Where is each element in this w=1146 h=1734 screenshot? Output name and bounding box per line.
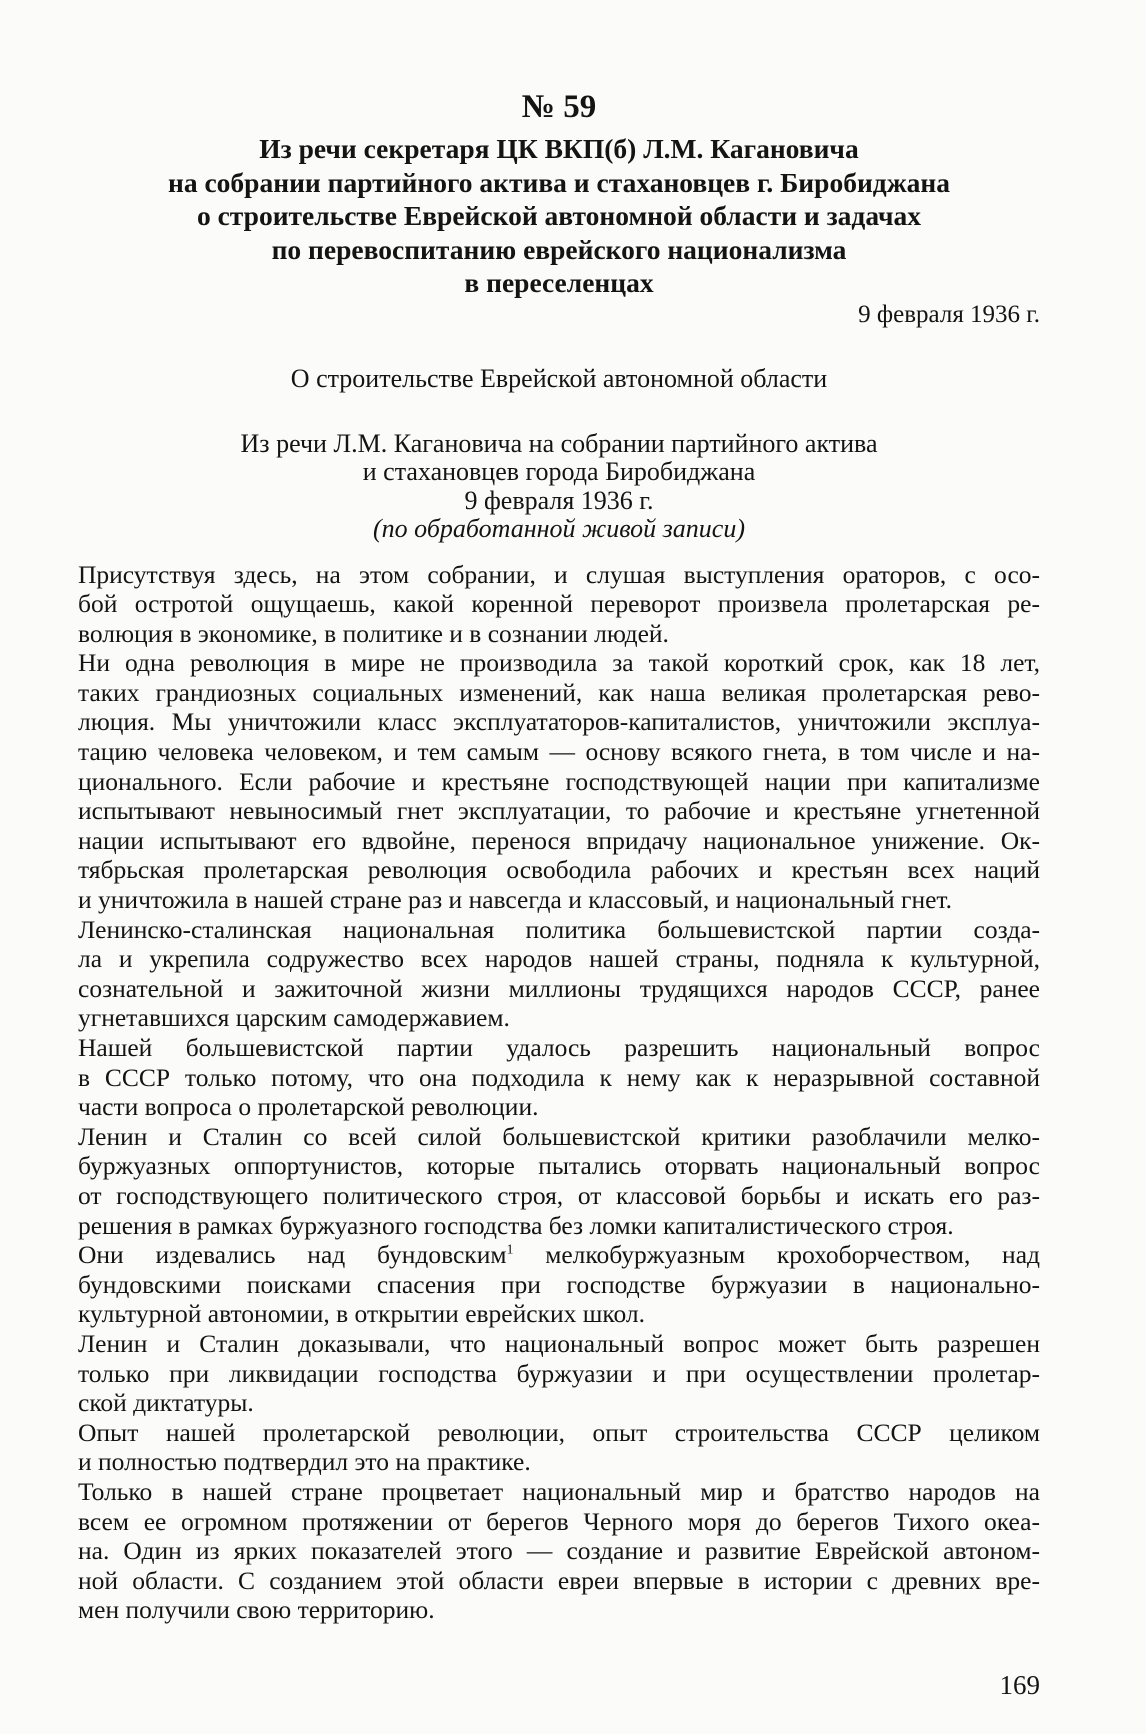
paragraph-line: тябрьская пролетарская революция освободила рабочих и крестьян всех наций xyxy=(78,855,1040,885)
paragraph-line: ла и укрепила содружество всех народов нашей страны, подняла к культурной, xyxy=(78,944,1040,974)
paragraph-line: решения в рамках буржуазного господства без ломки капиталистического строя. xyxy=(78,1210,954,1240)
section-title: О строительстве Еврейской автономной области xyxy=(290,363,828,393)
document-title xyxy=(78,132,1040,300)
paragraph-line: волюция в экономике, в политике и в сознании людей. xyxy=(78,618,669,648)
paragraph xyxy=(78,1329,1040,1418)
paragraph-line: Ленинско-сталинская национальная политика большевистской партии созда- xyxy=(78,914,1040,944)
paragraph-line: Нашей большевистской партии удалось разрешить национальный вопрос xyxy=(78,1033,1040,1062)
paragraph xyxy=(78,648,1040,914)
title-line: о строительстве Еврейской автономной области и задачах xyxy=(196,200,922,231)
paragraph-line: ной области. С созданием этой области евреи впервые в истории с древних вре- xyxy=(78,1565,1040,1595)
paragraph xyxy=(78,1240,1040,1329)
paragraph-line: сознательной и зажиточной жизни миллионы трудящихся народов СССР, ранее xyxy=(78,973,1040,1003)
paragraph-line: и полностью подтвердил это на практике. xyxy=(78,1447,531,1477)
title-line: в переселенцах xyxy=(464,267,654,298)
speech-heading-line: 9 февраля 1936 г. xyxy=(464,485,654,515)
paragraph-line: бундовскими поисками спасения при господстве буржуазии в национально- xyxy=(78,1269,1040,1299)
paragraph-line: культурной автономии, в открытии еврейских школ. xyxy=(78,1299,645,1329)
speech-heading-line: Из речи Л.М. Кагановича на собрании партийного актива xyxy=(240,428,878,458)
paragraph-line: угнетавшихся царским самодержавием. xyxy=(78,1003,510,1033)
paragraph-line: буржуазных оппортунистов, которые пытались оторвать национальный вопрос xyxy=(78,1151,1040,1181)
paragraph-line: Опыт нашей пролетарской революции, опыт строительства СССР целиком xyxy=(78,1417,1040,1447)
paragraph-line: и уничтожила в нашей стране раз и навсегда и классовый, и национальный гнет. xyxy=(78,885,953,915)
paragraph xyxy=(78,560,1040,649)
paragraph-line: Ленин и Сталин доказывали, что национальный вопрос может быть разрешен xyxy=(78,1328,1040,1358)
speech-heading xyxy=(78,430,1040,544)
line-text: мелкобуржуазным крохоборчеством, над xyxy=(513,1240,1040,1270)
paragraph-line xyxy=(78,1240,1040,1270)
paragraph-line: Только в нашей стране процветает национальный мир и братство народов на xyxy=(78,1476,1040,1506)
title-line: Из речи секретаря ЦК ВКП(б) Л.М. Кагановича xyxy=(259,133,859,164)
document-number: № 59 xyxy=(521,89,597,125)
paragraph-line: таких грандиозных социальных изменений, как наша великая пролетарская рево- xyxy=(78,677,1040,707)
footnote-marker[interactable]: 1 xyxy=(506,1242,514,1258)
title-line: по перевоспитанию еврейского национализма xyxy=(271,233,847,265)
paragraph-line: от господствующего политического строя, от классовой борьбы и искать его раз- xyxy=(78,1180,1040,1210)
page-number: 169 xyxy=(999,1670,1040,1700)
line-text: Они издевались над бундовским xyxy=(78,1240,507,1270)
paragraph-line: мен получили свою территорию. xyxy=(78,1595,435,1625)
paragraph xyxy=(78,1418,1040,1477)
paragraph-line: всем ее огромном протяжении от берегов Черного моря до берегов Тихого океа- xyxy=(78,1506,1040,1536)
paragraph-line: люция. Мы уничтожили класс эксплуататоров-капиталистов, уничтожили эксплуа- xyxy=(78,707,1040,737)
paragraph-line: ционального. Если рабочие и крестьяне господствующей нации при капитализме xyxy=(78,766,1040,796)
paragraph-line: бой остротой ощущаешь, какой коренной переворот произвела пролетарская ре- xyxy=(78,589,1040,619)
paragraph xyxy=(78,1033,1040,1122)
paragraph xyxy=(78,915,1040,1033)
paragraph xyxy=(78,1122,1040,1240)
speech-note: (по обработанной живой записи) xyxy=(373,514,745,543)
speech-heading-line: и стахановцев города Биробиджана xyxy=(362,457,756,486)
paragraph xyxy=(78,1477,1040,1625)
paragraph-line: только при ликвидации господства буржуазии и при осуществлении пролетар- xyxy=(78,1358,1040,1388)
paragraph-line: тацию человека человеком, и тем самым — основу всякого гнета, в том числе и на- xyxy=(78,737,1040,767)
title-line: на собрании партийного актива и стахановцев г. Биробиджана xyxy=(168,166,950,198)
paragraph-line: нации испытывают его вдвойне, перенося впридачу национальное унижение. Ок- xyxy=(78,825,1040,855)
paragraph-line: Ленин и Сталин со всей силой большевистской критики разоблачили мелко- xyxy=(78,1121,1040,1151)
paragraph-line: на. Один из ярких показателей этого — создание и развитие Еврейской автоном- xyxy=(78,1536,1040,1566)
paragraph-line: в СССР только потому, что она подходила к нему как к неразрывной составной xyxy=(78,1062,1040,1092)
paragraph-line: Ни одна революция в мире не производила за такой короткий срок, как 18 лет, xyxy=(78,648,1040,678)
body-text xyxy=(78,560,1040,1625)
document-date: 9 февраля 1936 г. xyxy=(858,300,1040,328)
paragraph-line: испытывают невыносимый гнет эксплуатации, то рабочие и крестьяне угнетенной xyxy=(78,796,1040,826)
paragraph-line: Присутствуя здесь, на этом собрании, и слушая выступления ораторов, с осо- xyxy=(78,559,1040,589)
paragraph-line: части вопроса о пролетарской революции. xyxy=(78,1092,539,1122)
paragraph-line: ской диктатуры. xyxy=(78,1388,254,1418)
